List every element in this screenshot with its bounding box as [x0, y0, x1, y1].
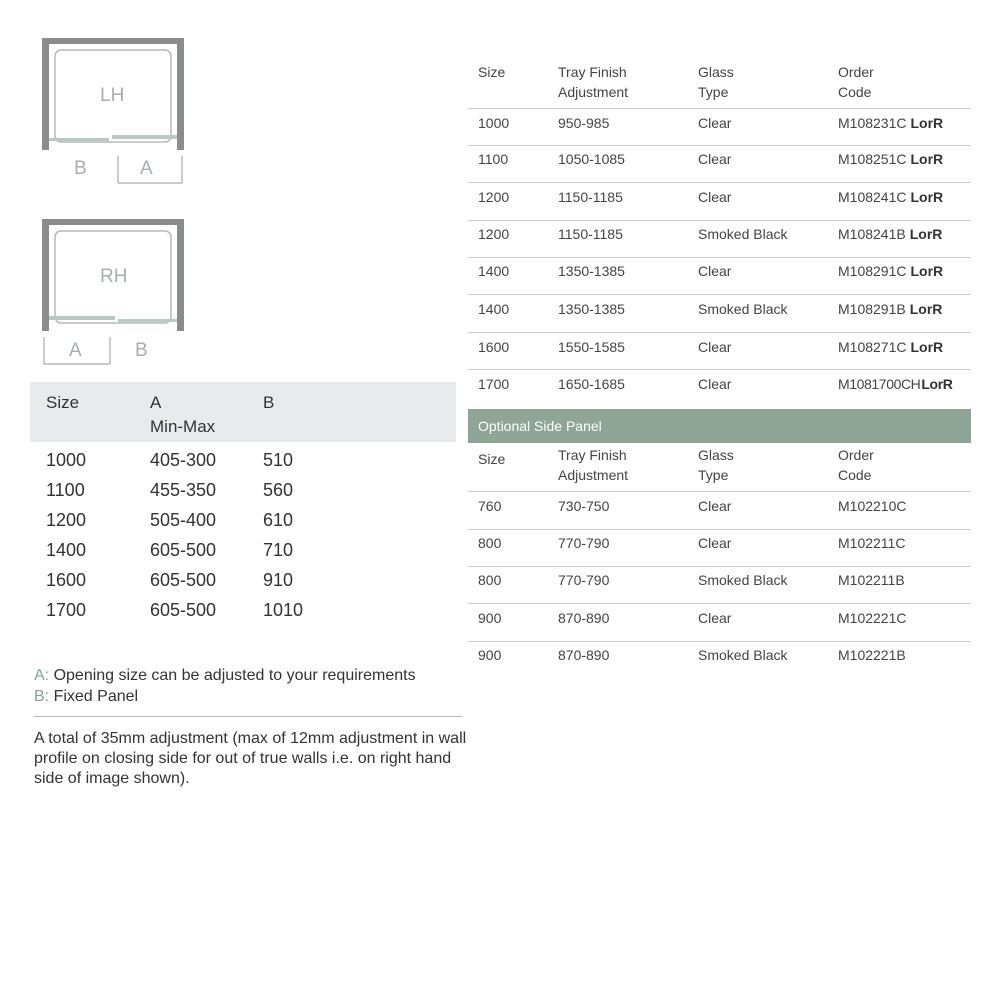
size-table-header-a-sub: Min-Max	[150, 417, 216, 436]
tray-cell: 1350-1385	[558, 301, 625, 317]
rh-label: RH	[100, 266, 128, 287]
a-cell: 505-400	[150, 510, 217, 530]
rh-diagram	[42, 219, 187, 369]
row-divider	[468, 332, 971, 333]
lh-dim-a: A	[140, 158, 153, 179]
lh-dim-b: B	[74, 158, 87, 179]
main-header-tray-1: Tray Finish	[558, 64, 627, 80]
tray-cell: 1050-1085	[558, 151, 625, 167]
row-divider	[468, 369, 971, 370]
size-cell: 1600	[478, 339, 510, 355]
glass-cell: Smoked Black	[698, 572, 788, 588]
b-cell: 560	[263, 480, 294, 500]
side-header-order-2: Code	[838, 467, 872, 483]
size-cell: 1400	[478, 263, 510, 279]
code-suffix: LorR	[910, 339, 944, 355]
size-cell: 900	[478, 610, 502, 626]
side-header-size: Size	[478, 451, 506, 467]
row-divider	[468, 566, 971, 567]
size-cell: 1200	[46, 510, 87, 530]
b-cell: 610	[263, 510, 294, 530]
glass-cell: Smoked Black	[698, 226, 788, 242]
row-divider	[468, 145, 971, 146]
code-value: M108271C	[838, 339, 907, 355]
tray-cell: 1150-1185	[558, 226, 623, 242]
rh-dim-b: B	[135, 340, 148, 361]
b-cell: 510	[263, 450, 294, 470]
glass-cell: Clear	[698, 189, 732, 205]
main-header-glass-2: Type	[698, 84, 729, 100]
a-cell: 605-500	[150, 540, 217, 560]
lh-diagram-drawing	[42, 38, 187, 188]
code-suffix: LorR	[910, 115, 944, 131]
code-cell	[838, 376, 952, 392]
code-value: M108291B	[838, 301, 906, 317]
main-header-size: Size	[478, 64, 506, 80]
adjustment-paragraph: A total of 35mm adjustment (max of 12mm adjustment in wall profile on closing side for out of true walls i.e. on right hand side of image shown).	[34, 730, 467, 787]
glass-cell: Clear	[698, 339, 732, 355]
code-cell: M102221C	[838, 610, 907, 626]
code-cell	[838, 339, 943, 355]
size-cell: 1700	[46, 600, 87, 620]
side-header-glass-1: Glass	[698, 447, 734, 463]
tray-cell: 1150-1185	[558, 189, 623, 205]
note-b-text: Fixed Panel	[49, 688, 139, 705]
tray-cell: 1550-1585	[558, 339, 625, 355]
size-cell: 900	[478, 647, 502, 663]
tray-cell: 1650-1685	[558, 376, 625, 392]
row-divider	[468, 491, 971, 492]
main-header-order-1: Order	[838, 64, 874, 80]
size-cell: 800	[478, 535, 502, 551]
size-table-header-a: A	[150, 393, 162, 412]
size-cell: 1000	[478, 115, 510, 131]
size-cell: 1200	[478, 189, 510, 205]
size-cell: 1600	[46, 570, 87, 590]
lh-diagram	[42, 38, 187, 188]
code-value: M1081700CH	[838, 376, 921, 392]
a-cell: 405-300	[150, 450, 217, 470]
glass-cell: Clear	[698, 376, 732, 392]
note-b	[34, 686, 138, 707]
glass-cell: Smoked Black	[698, 301, 788, 317]
size-cell: 760	[478, 498, 502, 514]
row-divider	[468, 108, 971, 109]
note-b-key: B:	[34, 688, 50, 705]
row-divider	[468, 529, 971, 530]
code-cell	[838, 151, 943, 167]
size-cell: 1100	[478, 151, 509, 167]
size-cell: 1700	[478, 376, 510, 392]
glass-cell: Clear	[698, 535, 732, 551]
main-header-glass-1: Glass	[698, 64, 734, 80]
row-divider	[468, 603, 971, 604]
glass-cell: Clear	[698, 610, 732, 626]
code-cell: M102211B	[838, 572, 905, 588]
main-header-tray-2: Adjustment	[558, 84, 629, 100]
size-cell: 1200	[478, 226, 510, 242]
size-cell: 1400	[46, 540, 87, 560]
tray-cell: 870-890	[558, 647, 610, 663]
tray-cell: 1350-1385	[558, 263, 625, 279]
size-table-header-b: B	[263, 393, 275, 412]
a-cell: 605-500	[150, 600, 217, 620]
b-cell: 710	[263, 540, 294, 560]
main-header-order-2: Code	[838, 84, 872, 100]
code-value: M108291C	[838, 263, 907, 279]
a-cell: 605-500	[150, 570, 217, 590]
code-value: M108241B	[838, 226, 906, 242]
side-header-tray-1: Tray Finish	[558, 447, 627, 463]
code-cell	[838, 115, 943, 131]
tray-cell: 730-750	[558, 498, 610, 514]
row-divider	[468, 257, 971, 258]
size-cell: 800	[478, 572, 502, 588]
tray-cell: 870-890	[558, 610, 610, 626]
optional-side-panel-heading: Optional Side Panel	[468, 409, 971, 443]
row-divider	[468, 182, 971, 183]
code-cell: M102221B	[838, 647, 906, 663]
rh-dim-a: A	[69, 340, 82, 361]
size-cell: 1000	[46, 450, 87, 470]
row-divider	[468, 294, 971, 295]
lh-label: LH	[100, 85, 125, 106]
glass-cell: Clear	[698, 115, 732, 131]
code-value: M108231C	[838, 115, 907, 131]
code-cell: M102210C	[838, 498, 907, 514]
code-suffix: LorR	[909, 226, 943, 242]
side-header-order-1: Order	[838, 447, 874, 463]
code-cell	[838, 226, 942, 242]
code-cell	[838, 189, 943, 205]
note-a-text: Opening size can be adjusted to your requirements	[49, 667, 416, 684]
code-value: M108241C	[838, 189, 907, 205]
code-suffix: LorR	[910, 189, 944, 205]
rh-diagram-drawing	[42, 219, 187, 369]
size-cell: 1400	[478, 301, 510, 317]
size-table-header-size: Size	[46, 393, 80, 412]
row-divider	[468, 220, 971, 221]
tray-cell: 770-790	[558, 572, 610, 588]
size-table-header	[30, 382, 456, 442]
note-a-key: A:	[34, 667, 50, 684]
glass-cell: Clear	[698, 151, 732, 167]
code-suffix: LorR	[910, 263, 944, 279]
note-a	[34, 665, 416, 686]
glass-cell: Clear	[698, 263, 732, 279]
code-value: M108251C	[838, 151, 907, 167]
glass-cell: Smoked Black	[698, 647, 788, 663]
row-divider	[468, 641, 971, 642]
b-cell: 910	[263, 570, 294, 590]
code-cell	[838, 263, 943, 279]
code-cell	[838, 301, 942, 317]
code-suffix: LorR	[910, 151, 944, 167]
code-cell: M102211C	[838, 535, 906, 551]
tray-cell: 950-985	[558, 115, 610, 131]
code-suffix: LorR	[921, 376, 953, 392]
size-cell: 1100	[46, 480, 85, 500]
code-suffix: LorR	[909, 301, 943, 317]
notes-divider	[34, 716, 462, 717]
b-cell: 1010	[263, 600, 304, 620]
a-cell: 455-350	[150, 480, 217, 500]
side-header-tray-2: Adjustment	[558, 467, 629, 483]
tray-cell: 770-790	[558, 535, 610, 551]
glass-cell: Clear	[698, 498, 732, 514]
side-header-glass-2: Type	[698, 467, 729, 483]
